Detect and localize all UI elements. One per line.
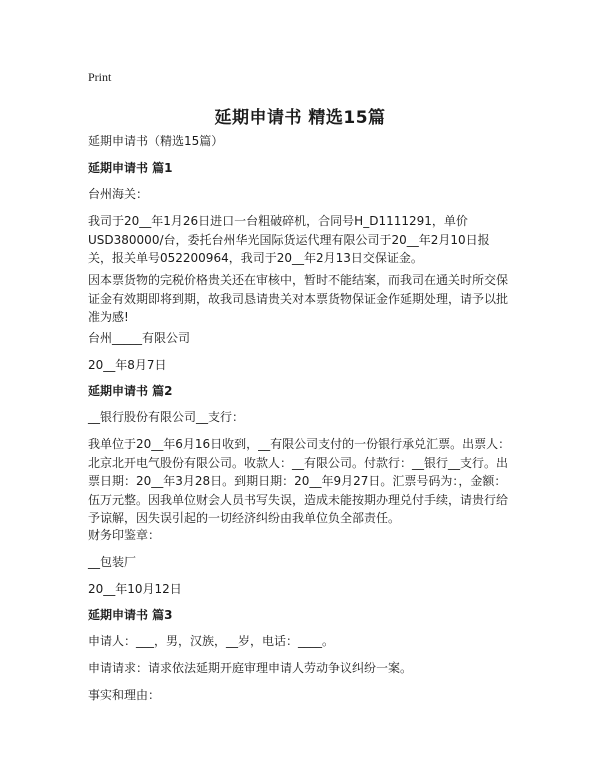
paragraph-2-2: 我单位于20__年6月16日收到，__有限公司支付的一份银行承兑汇票。出票人：北京北开电气股份有限公司。收款人：__有限公司。付款行：__银行__支行。出票日期：20__年3月28日。到期日期：20__年9月27日。汇票号码为：，金额：伍万元整。因我单位财会人员书写失误，造成未能按期办理兑付手续，请贵行给予谅解，因失误引起的一切经济纠纷由我单位负全部责任。 [88, 437, 511, 525]
paragraph-3-2: 申请请求：请求依法延期开庭审理申请人劳动争议纠纷一案。 [88, 661, 413, 675]
paragraph-2-5: 20__年10月12日 [88, 582, 182, 596]
print-label: Print [88, 70, 112, 84]
paragraph-1-1: 台州海关： [88, 187, 149, 201]
intro-line: 延期申请书（精选15篇） [88, 134, 224, 148]
paragraph-1-2: 我司于20__年1月26日进口一台粗破碎机，合同号H_D1111291，单价USD380000/台，委托台州华光国际货运代理有限公司于20__年2月10日报关，报关单号052200964，我司于20__年2月13日交保证金。 [88, 214, 490, 265]
paragraph-2-4: __包装厂 [88, 555, 137, 569]
section-heading-1: 延期申请书 篇1 [88, 161, 173, 175]
section-heading-3: 延期申请书 篇3 [88, 608, 173, 622]
paragraph-1-4: 台州_____有限公司 [88, 331, 191, 345]
paragraph-2-1: __银行股份有限公司__支行： [88, 410, 245, 424]
paragraph-1-5: 20__年8月7日 [88, 358, 167, 372]
document-title: 延期申请书 精选15篇 [214, 108, 386, 128]
paragraph-2-3: 财务印鉴章： [88, 528, 161, 542]
paragraph-1-3: 因本票货物的完税价格贵关还在审核中，暂时不能结案，而我司在通关时所交保证金有效期即将到期，故我司恳请贵关对本票货物保证金作延期处理，请予以批准为感! [88, 273, 509, 324]
paragraph-3-1: 申请人：___，男，汉族，__岁，电话：____。 [88, 634, 335, 648]
paragraph-3-3: 事实和理由： [88, 688, 161, 702]
section-heading-2: 延期申请书 篇2 [88, 384, 173, 398]
